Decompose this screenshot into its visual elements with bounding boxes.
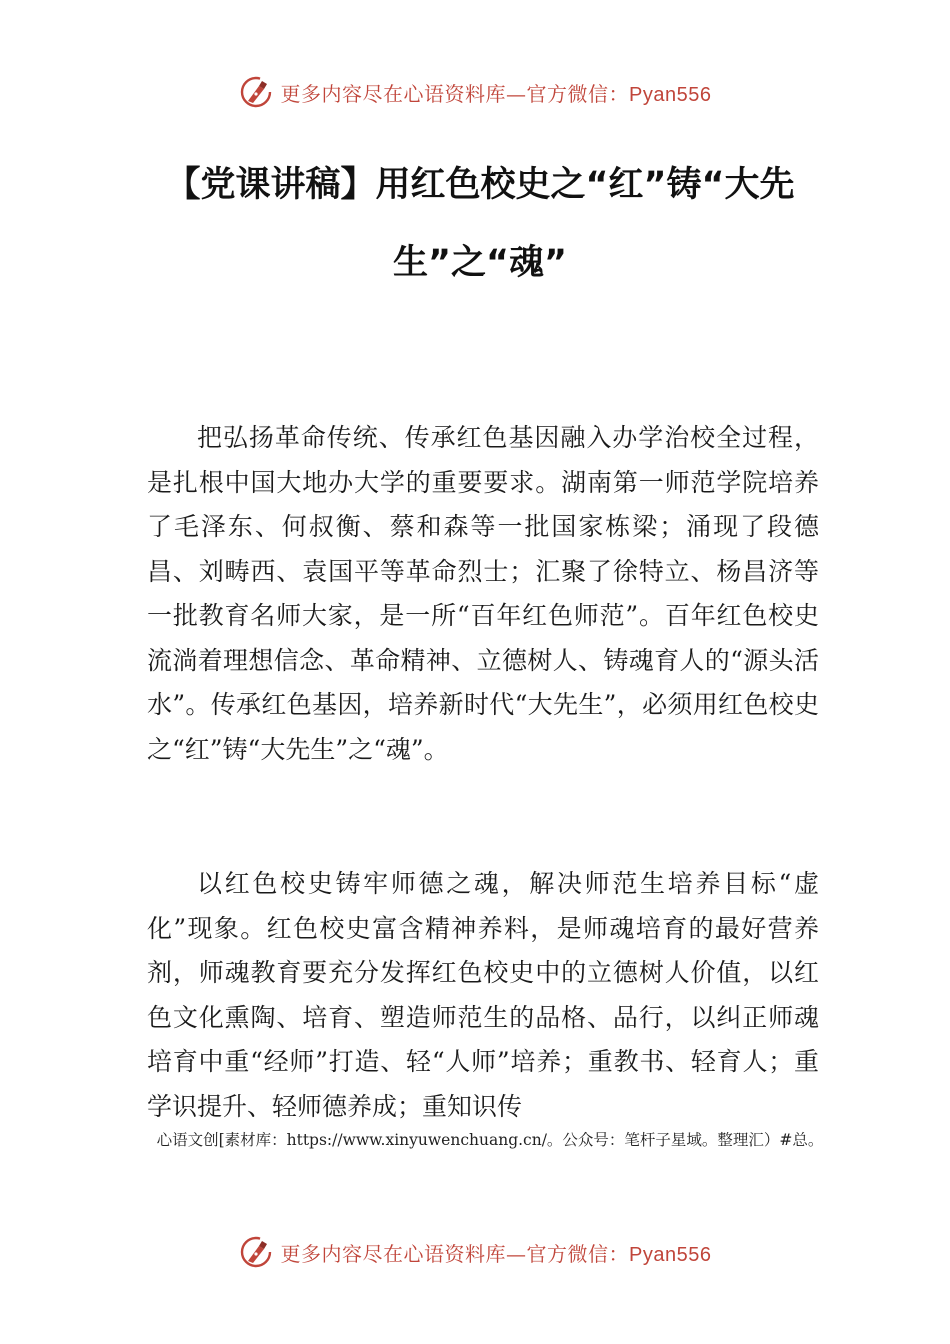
source-footnote: 心语文创[素材库：https://www.xinyuwenchuang.cn/。公众号：笔杆子星域。整理汇）#总。 <box>156 1131 824 1149</box>
body-paragraph-1: 把弘扬革命传统、传承红色基因融入办学治校全过程，是扎根中国大地办大学的重要要求。湖南第一师范学院培养了毛泽东、何叔衡、蔡和森等一批国家栋梁；涌现了段德昌、刘畴西、袁国平等革命烈士；汇聚了徐特立、杨昌济等一批教育名师大家，是一所“百年红色师范”。百年红色校史流淌着理想信念、革命精神、立德树人、铸魂育人的“源头活水”。传承红色基因，培养新时代“大先生”，必须用红色校史之“红”铸“大先生”之“魂”。 <box>147 423 819 764</box>
header-banner <box>0 72 950 112</box>
pen-nib-logo-icon <box>239 1235 273 1269</box>
footer-banner <box>0 1232 950 1272</box>
wechat-id: Pyan556 <box>629 1243 712 1266</box>
body-paragraph-2: 以红色校史铸牢师德之魂，解决师范生培养目标“虚化”现象。红色校史富含精神养料，是师魂培育的最好营养剂，师魂教育要充分发挥红色校史中的立德树人价值，以红色文化熏陶、培育、塑造师范生的品格、品行，以纠正师魂培育中重“经师”打造、轻“人师”培养；重教书、轻育人；重学识提升、轻师德养成；重知识传 <box>147 869 819 1121</box>
banner-text: 更多内容尽在心语资料库—官方微信：Pyan556 <box>280 1241 712 1266</box>
document-title: 【党课讲稿】用红色校史之“红”铸“大先生”之“魂” <box>165 165 795 283</box>
wechat-id: Pyan556 <box>629 83 712 106</box>
banner-text: 更多内容尽在心语资料库—官方微信：Pyan556 <box>280 81 712 106</box>
pen-nib-logo-icon <box>239 75 273 109</box>
